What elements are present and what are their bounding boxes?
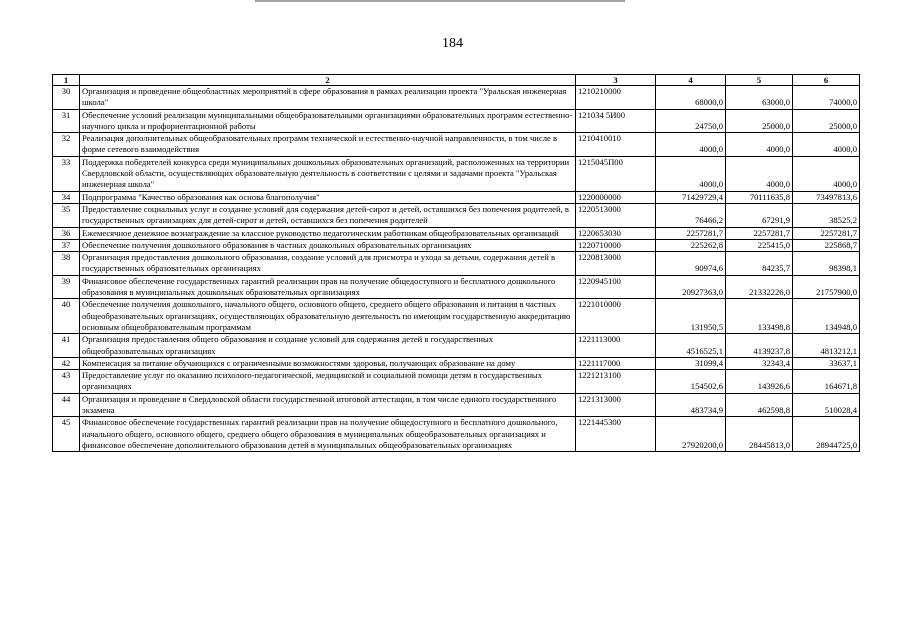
row-value-col4: 76466,2 xyxy=(656,203,726,227)
row-number: 36 xyxy=(53,227,80,239)
row-number: 39 xyxy=(53,275,80,299)
row-code: 1221445300 xyxy=(576,417,656,452)
row-value-col5: 143926,6 xyxy=(726,370,793,394)
row-code: 121034 5И00 xyxy=(576,109,656,133)
row-description: Предоставление социальных услуг и создание условий для содержания детей-сирот и детей, оставшихся без попечения родителей, в государственных организациях для детей-сирот и детей, оставшихся без попечения родителей xyxy=(80,203,576,227)
row-value-col5: 4139237,8 xyxy=(726,334,793,358)
row-description: Организация предоставления дошкольного образования, создание условий для присмотра и ухода за детьми, содержания детей в государственных образовательных организациях xyxy=(80,252,576,276)
row-value-col5: 462598,8 xyxy=(726,393,793,417)
row-number: 34 xyxy=(53,191,80,203)
row-number: 30 xyxy=(53,86,80,110)
row-value-col4: 31099,4 xyxy=(656,357,726,369)
row-code: 1221010000 xyxy=(576,299,656,334)
row-value-col4: 68000,0 xyxy=(656,86,726,110)
row-value-col6: 4000,0 xyxy=(793,156,860,191)
row-value-col6: 134948,0 xyxy=(793,299,860,334)
row-code: 1215045П00 xyxy=(576,156,656,191)
row-value-col6: 98398,1 xyxy=(793,252,860,276)
table-row xyxy=(53,203,860,227)
row-value-col6: 74000,0 xyxy=(793,86,860,110)
table-row xyxy=(53,417,860,452)
row-code: 1220710000 xyxy=(576,239,656,251)
row-code: 1220513000 xyxy=(576,203,656,227)
row-code: 1220945100 xyxy=(576,275,656,299)
row-code: 1221313000 xyxy=(576,393,656,417)
table-row xyxy=(53,299,860,334)
row-value-col6: 25000,0 xyxy=(793,109,860,133)
row-value-col4: 71429729,4 xyxy=(656,191,726,203)
row-value-col5: 4000,0 xyxy=(726,133,793,157)
table-row xyxy=(53,357,860,369)
header-cell: 4 xyxy=(656,75,726,86)
table-row xyxy=(53,191,860,203)
header-row xyxy=(53,75,860,86)
row-description: Предоставление услуг по оказанию психолого-педагогической, медицинской и социальной помощи детям в государственных организациях xyxy=(80,370,576,394)
row-value-col5: 133498,8 xyxy=(726,299,793,334)
row-value-col6: 4000,0 xyxy=(793,133,860,157)
table-row xyxy=(53,275,860,299)
row-value-col6: 164671,8 xyxy=(793,370,860,394)
table-row xyxy=(53,252,860,276)
page-number: 184 xyxy=(442,36,463,51)
table-row xyxy=(53,133,860,157)
row-code: 1210410010 xyxy=(576,133,656,157)
row-value-col6: 21757900,0 xyxy=(793,275,860,299)
row-number: 37 xyxy=(53,239,80,251)
row-value-col5: 21332226,0 xyxy=(726,275,793,299)
header-cell: 3 xyxy=(576,75,656,86)
row-description: Обеспечение условий реализации муниципальными общеобразовательными организациями образовательных программ естественно-научного цикла и профориентационной работы xyxy=(80,109,576,133)
row-value-col4: 131950,5 xyxy=(656,299,726,334)
row-number: 43 xyxy=(53,370,80,394)
row-value-col5: 2257281,7 xyxy=(726,227,793,239)
row-value-col4: 4000,0 xyxy=(656,156,726,191)
budget-table xyxy=(52,74,860,452)
header-cell: 5 xyxy=(726,75,793,86)
row-number: 32 xyxy=(53,133,80,157)
row-value-col4: 24750,0 xyxy=(656,109,726,133)
row-value-col5: 70111635,8 xyxy=(726,191,793,203)
row-code: 1220653030 xyxy=(576,227,656,239)
row-value-col4: 27920200,0 xyxy=(656,417,726,452)
row-value-col5: 4000,0 xyxy=(726,156,793,191)
row-description: Обеспечение получения дошкольного образования в частных дошкольных образовательных организациях xyxy=(80,239,576,251)
row-number: 40 xyxy=(53,299,80,334)
row-description: Компенсация за питание обучающихся с ограниченными возможностями здоровья, получающих образование на дому xyxy=(80,357,576,369)
row-description: Реализация дополнительных общеобразовательных программ технической и естественно-научной направленности, в том числе в форме сетевого взаимодействия xyxy=(80,133,576,157)
row-value-col4: 225262,8 xyxy=(656,239,726,251)
row-description: Ежемесячное денежное вознаграждение за классное руководство педагогическим работникам общеобразовательных организаций xyxy=(80,227,576,239)
table-row xyxy=(53,334,860,358)
row-value-col6: 33637,1 xyxy=(793,357,860,369)
row-value-col4: 4516525,1 xyxy=(656,334,726,358)
row-number: 31 xyxy=(53,109,80,133)
row-description: Финансовое обеспечение государственных гарантий реализации прав на получение общедоступного и бесплатного дошкольного, начального общего, основного общего, среднего общего образования в муниципальных общеобразовательных организациях и финансовое обеспечение дополнительного образования детей в муниципальных общеобразовательных организациях xyxy=(80,417,576,452)
row-value-col5: 25000,0 xyxy=(726,109,793,133)
row-code: 1221213100 xyxy=(576,370,656,394)
row-number: 33 xyxy=(53,156,80,191)
table-row xyxy=(53,370,860,394)
row-number: 38 xyxy=(53,252,80,276)
row-value-col6: 4813212,1 xyxy=(793,334,860,358)
row-description: Обеспечение получения дошкольного, начального общего, основного общего, среднего общего образования и питания в частных общеобразовательных организациях, осуществляющих образовательную деятельность по имеющим государственную аккредитацию основным общеобразовательным программам xyxy=(80,299,576,334)
header-cell: 1 xyxy=(53,75,80,86)
row-value-col4: 2257281,7 xyxy=(656,227,726,239)
row-number: 44 xyxy=(53,393,80,417)
row-value-col5: 67291,9 xyxy=(726,203,793,227)
row-code: 1221113000 xyxy=(576,334,656,358)
row-number: 42 xyxy=(53,357,80,369)
scan-edge-line xyxy=(255,0,625,4)
table-row xyxy=(53,86,860,110)
table-row xyxy=(53,239,860,251)
table-row xyxy=(53,227,860,239)
row-description: Организация и проведение в Свердловской области государственной итоговой аттестации, в том числе единого государственного экзамена xyxy=(80,393,576,417)
row-value-col4: 483734,9 xyxy=(656,393,726,417)
row-value-col6: 510028,4 xyxy=(793,393,860,417)
row-value-col6: 73497813,6 xyxy=(793,191,860,203)
row-value-col5: 32343,4 xyxy=(726,357,793,369)
row-value-col6: 225868,7 xyxy=(793,239,860,251)
header-cell: 6 xyxy=(793,75,860,86)
row-code: 1221117000 xyxy=(576,357,656,369)
row-code: 1210210000 xyxy=(576,86,656,110)
row-value-col6: 28944725,0 xyxy=(793,417,860,452)
table-row xyxy=(53,156,860,191)
row-value-col6: 2257281,7 xyxy=(793,227,860,239)
row-description: Финансовое обеспечение государственных гарантий реализации прав на получение общедоступного и бесплатного дошкольного образования в муниципальных дошкольных образовательных организациях xyxy=(80,275,576,299)
row-number: 45 xyxy=(53,417,80,452)
row-value-col6: 38525,2 xyxy=(793,203,860,227)
row-code: 1220813000 xyxy=(576,252,656,276)
header-cell: 2 xyxy=(80,75,576,86)
row-number: 41 xyxy=(53,334,80,358)
row-value-col4: 90974,6 xyxy=(656,252,726,276)
row-description: Организация предоставления общего образования и создание условий для содержания детей в государственных общеобразовательных организациях xyxy=(80,334,576,358)
row-description: Подпрограмма "Качество образования как основа благополучия" xyxy=(80,191,576,203)
row-value-col5: 63000,0 xyxy=(726,86,793,110)
row-code: 1220000000 xyxy=(576,191,656,203)
table-row xyxy=(53,393,860,417)
row-value-col4: 154502,6 xyxy=(656,370,726,394)
table-row xyxy=(53,109,860,133)
row-value-col5: 84235,7 xyxy=(726,252,793,276)
row-description: Поддержка победителей конкурса среди муниципальных дошкольных образовательных организаций, расположенных на территории Свердловской области, осуществляющих образовательную деятельность в соответствии с целями и задачами проекта "Уральская инженерная школа" xyxy=(80,156,576,191)
row-value-col5: 28445813,0 xyxy=(726,417,793,452)
row-value-col4: 20927363,0 xyxy=(656,275,726,299)
row-number: 35 xyxy=(53,203,80,227)
row-value-col5: 225415,0 xyxy=(726,239,793,251)
row-value-col4: 4000,0 xyxy=(656,133,726,157)
row-description: Организация и проведение общеобластных мероприятий в сфере образования в рамках реализации проекта "Уральская инженерная школа" xyxy=(80,86,576,110)
